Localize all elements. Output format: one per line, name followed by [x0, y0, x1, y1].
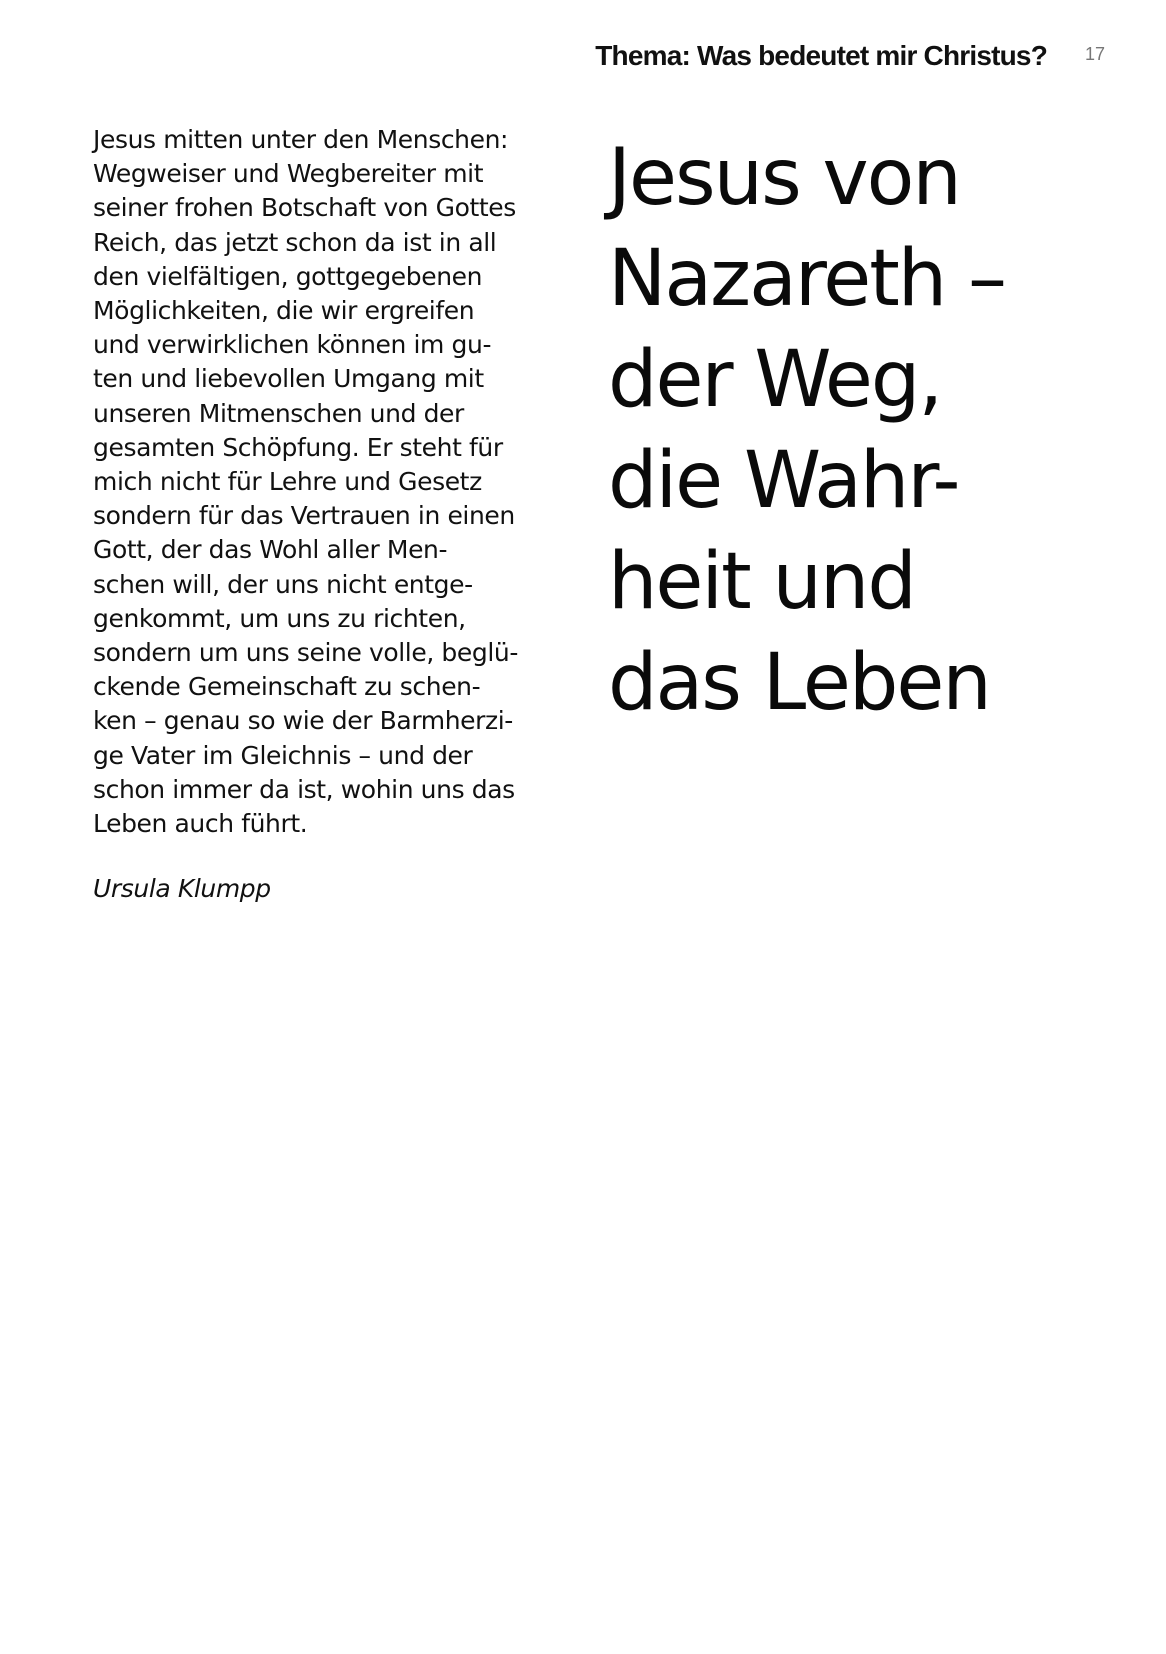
body-line: Leben auch führt.	[93, 809, 308, 839]
headline-line: der Weg,	[608, 335, 942, 425]
body-line: ckende Gemeinschaft zu schen-	[93, 672, 481, 702]
headline-line: Nazareth –	[608, 234, 1006, 324]
headline-line: das Leben	[608, 638, 990, 728]
body-line: sondern für das Vertrauen in einen	[93, 501, 515, 531]
body-line: und verwirklichen können im gu-	[93, 330, 492, 360]
body-line: unseren Mitmenschen und der	[93, 398, 464, 428]
article-body	[93, 123, 573, 841]
body-line: Möglichkeiten, die wir ergreifen	[93, 296, 475, 326]
body-line: gesamten Schöpfung. Er steht für	[93, 432, 503, 462]
running-header-title: Thema: Was bedeutet mir Christus?	[595, 40, 1047, 71]
body-line: schen will, der uns nicht entge-	[93, 569, 473, 599]
body-line: Jesus mitten unter den Menschen:	[93, 125, 509, 154]
page-number: 17	[1085, 44, 1106, 64]
body-line: Gott, der das Wohl aller Men-	[93, 535, 448, 565]
body-line: schon immer da ist, wohin uns das	[93, 774, 515, 804]
body-line: genkommt, um uns zu richten,	[93, 603, 466, 633]
body-line: Wegweiser und Wegbereiter mit	[93, 159, 484, 189]
body-line: ken – genau so wie der Barmherzi-	[93, 706, 513, 736]
body-line: Reich, das jetzt schon da ist in all	[93, 227, 497, 257]
body-line: mich nicht für Lehre und Gesetz	[93, 467, 482, 497]
pull-quote-headline	[608, 128, 1138, 734]
body-line: den vielfältigen, gottgegebenen	[93, 261, 483, 291]
body-line: ten und liebevollen Umgang mit	[93, 364, 484, 394]
body-line: ge Vater im Gleichnis – und der	[93, 740, 473, 770]
article-author: Ursula Klumpp	[93, 874, 271, 903]
headline-line: Jesus von	[608, 133, 960, 223]
headline-line: die Wahr-	[608, 436, 959, 526]
body-line: sondern um uns seine volle, beglü-	[93, 638, 518, 668]
body-line: seiner frohen Botschaft von Gottes	[93, 193, 516, 223]
headline-line: heit und	[608, 537, 915, 627]
